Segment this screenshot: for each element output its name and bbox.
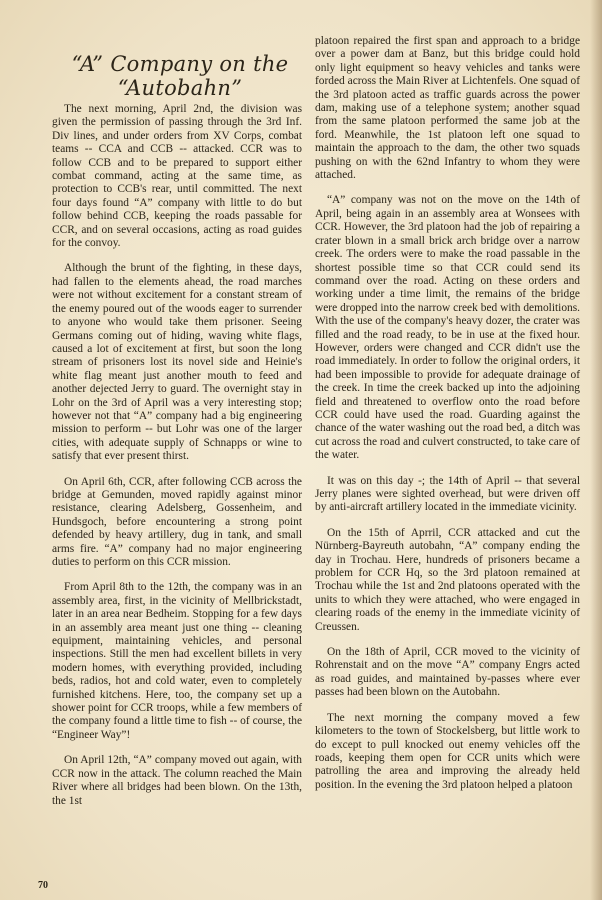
paragraph: “A” company was not on the move on the 14th of April, being again in an assembly area at Wonsees with CCR. However, the 3rd platoon had the job of repairing a crater blown in a small brick arch bridge over a narrow creek. The orders were to make the road passable in the shortest possible time so that CCR could send its command over the road. Acting on these orders and working under a time limit, the remains of the bridge were dropped into the narrow creek bed with demolitions. With the use of the company's heavy dozer, the crater was filled and the road ready, to be in use at the fixed hour. However, orders were changed and CCR didn't use the road immediately. In order to follow the original orders, it had been impossible to provide for adequate drainage of the creek. In time the creek backed up into the adjoining field and threatened to overflow onto the road before CCR could have used the road. Guarding against the chance of the water washing out the road bed, a ditch was cut across the road and culvert constructed, to take care of the water. <box>315 194 580 462</box>
paragraph: The next morning the company moved a few kilometers to the town of Stockelsberg, but little work to do except to pull knocked out enemy vehicles off the roads, keeping them open for CCR units which were patrolling the area and improving the already held position. In the evening the 3rd platoon helped a platoon <box>315 711 580 791</box>
paragraph: On the 18th of April, CCR moved to the vicinity of Rohrenstait and on the move “A” company Engrs acted as road guides, and maintained by-passes where ever passes had been blown on the Autobahn. <box>315 646 580 699</box>
paragraph: On the 15th of Aprril, CCR attacked and cut the Nürnberg-Bayreuth autobahn, “A” company ending the day in Trochau. Here, hundreds of prisoners became a problem for CCR Hq, so the 3rd platoon remained at Trochau while the 1st and 2nd platoons operated with the units to which they were attached, who were engaged in clearing roads of the enemy in the immediate vicinity of Creussen. <box>315 526 580 633</box>
page-edge-shadow <box>590 0 602 900</box>
page-number: 70 <box>38 880 48 891</box>
paragraph: It was on this day -; the 14th of April -- that several Jerry planes were sighted overhead, but were driven off by anti-aircraft artillery located in the immediate vicinity. <box>315 474 580 514</box>
paragraph: platoon repaired the first span and approach to a bridge over a power dam at Banz, but this bridge could hold only light equipment so heavy vehicles and tanks were forded across the Main River at Lichtenfels. One squad of the 3rd platoon acted as traffic guards across the power dam, making use of a telephone system; another squad from the same platoon performed the same job at the ford. Meanwhile, the 1st platoon left one squad to maintain the approach to the dam, the other two squads pushing on with the 62nd Infantry to whom they were attached. <box>315 35 580 182</box>
paragraph: Although the brunt of the fighting, in these days, had fallen to the elements ahead, the road marches were not without excitement for a constant stream of the enemy poured out of the woods eager to surrender to anyone who would take them prisoner. Seeing Germans coming out of hiding, waving white flags, caused a lot of excitement at first, but soon the long stream of prisoners lost its novel side and Heinie's white flag meant just another mouth to feed and another dejected Jerry to guard. The overnight stay in Lohr on the 3rd of April was a very interesting stop; however not that “A” company had a big engineering mission to perform -- but Lohr was one of the larger cities, with adequate supply of Schnapps or wine to satisfy that ever present thirst. <box>52 262 302 463</box>
paragraph: From April 8th to the 12th, the company was in an assembly area, first, in the vicinity of Mellbrickstadt, later in an area near Bedheim. Stopping for a few days in an assembly area meant just one thing -- cleaning equipment, maintaining vehicles, and personal inspections. Still the men had excellent billets in very modern homes, with everything provided, including beds, radios, hot and cold water, even to completely furnished kitchens. Here, too, the company set up a shower point for CCR troops, while a few members of the company found a little time to fish -- of course, the “Engineer Way”! <box>52 581 302 741</box>
right-column <box>315 35 580 804</box>
paragraph: The next morning, April 2nd, the division was given the permission of passing through the 3rd Inf. Div lines, and under orders from XV Corps, combat teams -- CCA and CCB -- attacked. CCR was to follow CCB and to be prepared to support either combat command, acting at the same time, as protection to CCB's rear, until committed. The next four days found “A” company with little to do but follow behind CCB, keeping the roads passable for CCR, and on several occasions, acting as road guides for the convoy. <box>52 103 302 250</box>
article-title: “A” Company on the “Autobahn” <box>71 52 289 100</box>
paragraph: On April 12th, “A” company moved out again, with CCR now in the attack. The column reached the Main River where all bridges had been blown. On the 13th, the 1st <box>52 754 302 807</box>
left-column <box>52 103 302 820</box>
paragraph: On April 6th, CCR, after following CCB across the bridge at Gemunden, moved rapidly against minor resistance, clearing Adelsberg, Gossenheim, and Hundsgoch, before encountering a strong point defended by heavy artillery, dug in tank, and small arms fire. “A” company had no major engineering duties to perform on this CCR mission. <box>52 475 302 568</box>
